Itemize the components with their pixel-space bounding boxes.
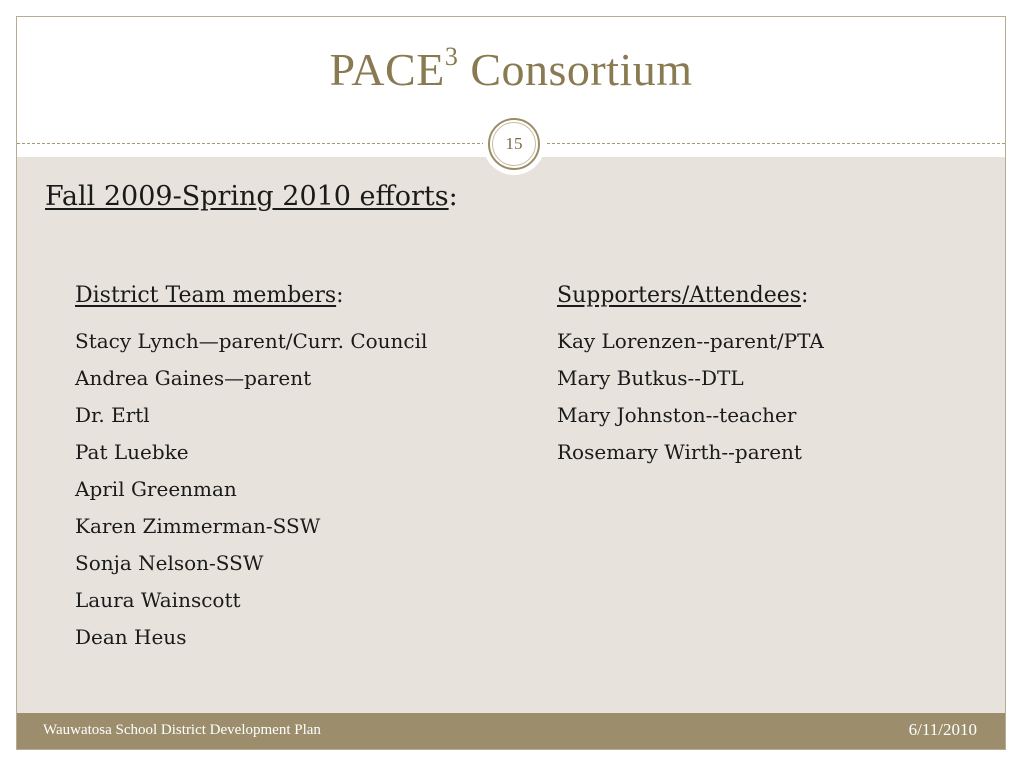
page-number-badge <box>483 113 545 175</box>
list-item: Kay Lorenzen--parent/PTA <box>557 329 824 353</box>
title-main: PACE <box>329 44 445 95</box>
list-item: Mary Butkus--DTL <box>557 366 744 390</box>
list-item: Dr. Ertl <box>75 403 150 427</box>
footer-date: 6/11/2010 <box>908 720 977 739</box>
list-item: Andrea Gaines—parent <box>75 366 312 390</box>
district-team-header-colon: : <box>336 283 344 308</box>
supporters-column <box>557 281 824 471</box>
list-item: Rosemary Wirth--parent <box>557 440 802 464</box>
list-item: April Greenman <box>75 477 237 501</box>
district-team-header <box>75 281 427 311</box>
list-item: Mary Johnston--teacher <box>557 403 797 427</box>
list-item: Sonja Nelson-SSW <box>75 551 264 575</box>
list-item: Dean Heus <box>75 625 187 649</box>
supporters-header-text: Supporters/Attendees <box>557 283 802 308</box>
slide <box>16 16 1006 750</box>
supporters-header <box>557 281 824 311</box>
section-heading-text: Fall 2009-Spring 2010 efforts <box>45 181 449 212</box>
slide-title <box>17 41 1005 95</box>
section-heading <box>45 181 458 212</box>
section-heading-colon: : <box>448 181 458 212</box>
supporters-header-colon: : <box>801 283 809 308</box>
district-team-column <box>75 281 427 656</box>
title-rest: Consortium <box>458 44 693 95</box>
list-item: Pat Luebke <box>75 440 189 464</box>
footer-title: Wauwatosa School District Development Plan <box>43 722 321 738</box>
list-item: Laura Wainscott <box>75 588 241 612</box>
list-item: Karen Zimmerman-SSW <box>75 514 321 538</box>
page-number: 15 <box>488 118 540 170</box>
district-team-header-text: District Team members <box>75 283 337 308</box>
title-superscript: 3 <box>444 41 459 71</box>
footer-bar <box>17 713 1005 749</box>
list-item: Stacy Lynch—parent/Curr. Council <box>75 329 428 353</box>
